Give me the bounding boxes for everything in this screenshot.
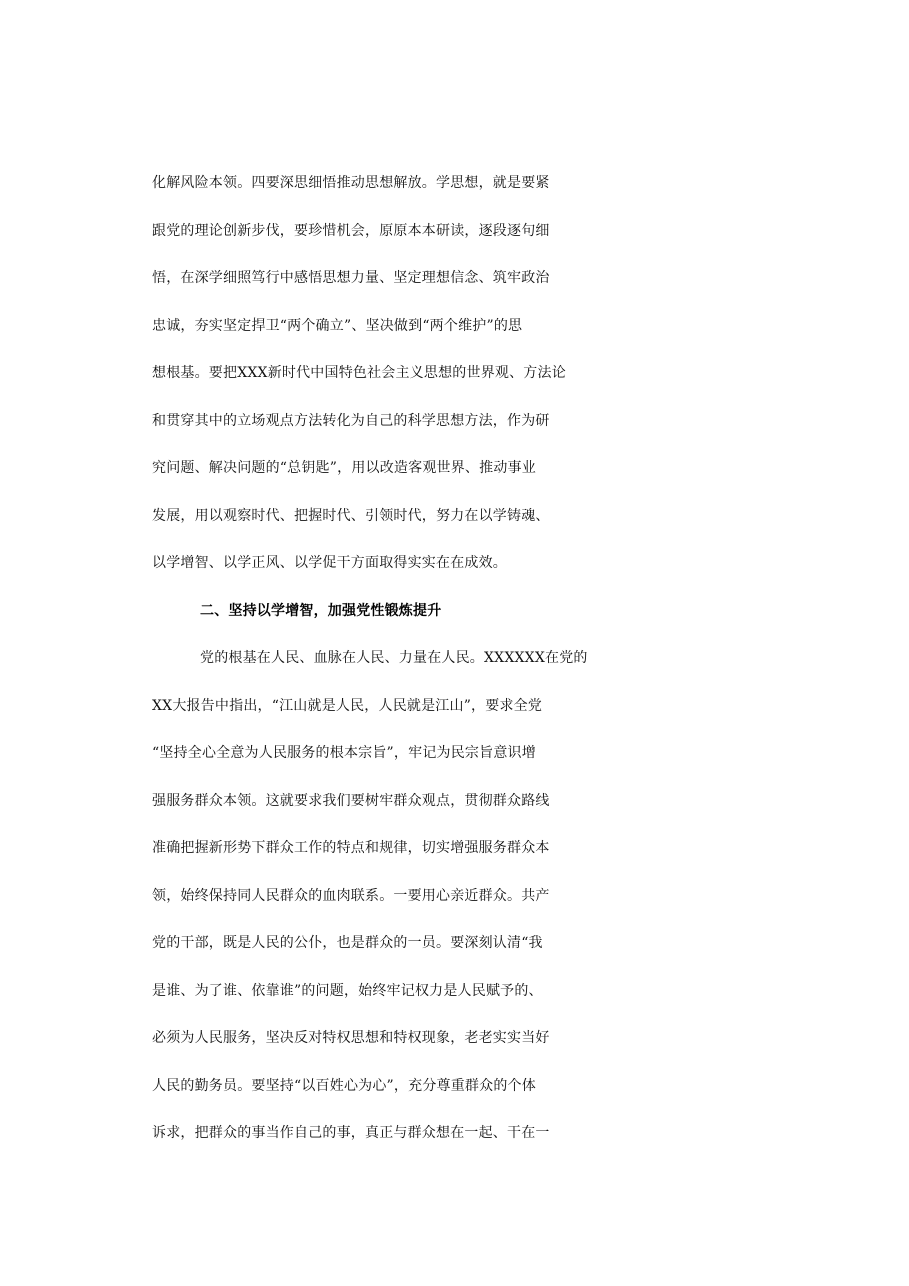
paragraph-line: 忠诚，夯实坚定捍卫“两个确立”、坚决做到“两个维护”的思 xyxy=(152,317,523,334)
paragraph-line: 想根基。要把XXX新时代中国特色社会主义思想的世界观、方法论 xyxy=(152,365,566,381)
paragraph-line: 化解风险本领。四要深思细悟推动思想解放。学思想，就是要紧 xyxy=(152,175,550,191)
paragraph-line: 发展，用以观察时代、把握时代、引领时代，努力在以学铸魂、 xyxy=(152,507,550,524)
section-heading: 二、坚持以学增智，加强党性锻炼提升 xyxy=(200,602,442,619)
paragraph-line: 和贯穿其中的立场观点方法转化为自己的科学思想方法，作为研 xyxy=(152,412,550,429)
paragraph-line: “坚持全心全意为人民服务的根本宗旨”，牢记为民宗旨意识增 xyxy=(152,745,536,761)
paragraph-line: 跟党的理论创新步伐，要珍惜机会，原原本本研读，逐段逐句细 xyxy=(152,222,550,239)
paragraph-line: 准确把握新形势下群众工作的特点和规律，切实增强服务群众本 xyxy=(152,840,550,856)
paragraph-line: 党的根基在人民、血脉在人民、力量在人民。XXXXXX在党的 xyxy=(200,650,588,666)
paragraph-line: 究问题、解决问题的“总钥匙”，用以改造客观世界、推动事业 xyxy=(152,460,536,476)
paragraph-line: 以学增智、以学正风、以学促干方面取得实实在在成效。 xyxy=(152,555,507,571)
paragraph-line: XX大报告中指出，“江山就是人民，人民就是江山”，要求全党 xyxy=(152,697,543,714)
paragraph-line: 悟，在深学细照笃行中感悟思想力量、坚定理想信念、筑牢政治 xyxy=(152,270,550,286)
paragraph-line: 是谁、为了谁、依靠谁”的问题，始终牢记权力是人民赋予的、 xyxy=(152,982,543,999)
paragraph-line: 强服务群众本领。这就要求我们要树牢群众观点，贯彻群众路线 xyxy=(152,792,550,809)
paragraph-line: 必须为人民服务，坚决反对特权思想和特权现象，老老实实当好 xyxy=(152,1030,550,1046)
paragraph-line: 党的干部，既是人民的公仆，也是群众的一员。要深刻认清“我 xyxy=(152,935,543,951)
paragraph-line: 诉求，把群众的事当作自己的事，真正与群众想在一起、干在一 xyxy=(152,1125,550,1141)
body-text xyxy=(152,160,822,1158)
paragraph-line: 领，始终保持同人民群众的血肉联系。一要用心亲近群众。共产 xyxy=(152,887,550,904)
paragraph-line: 人民的勤务员。要坚持“以百姓心为心”，充分尊重群众的个体 xyxy=(152,1077,536,1094)
